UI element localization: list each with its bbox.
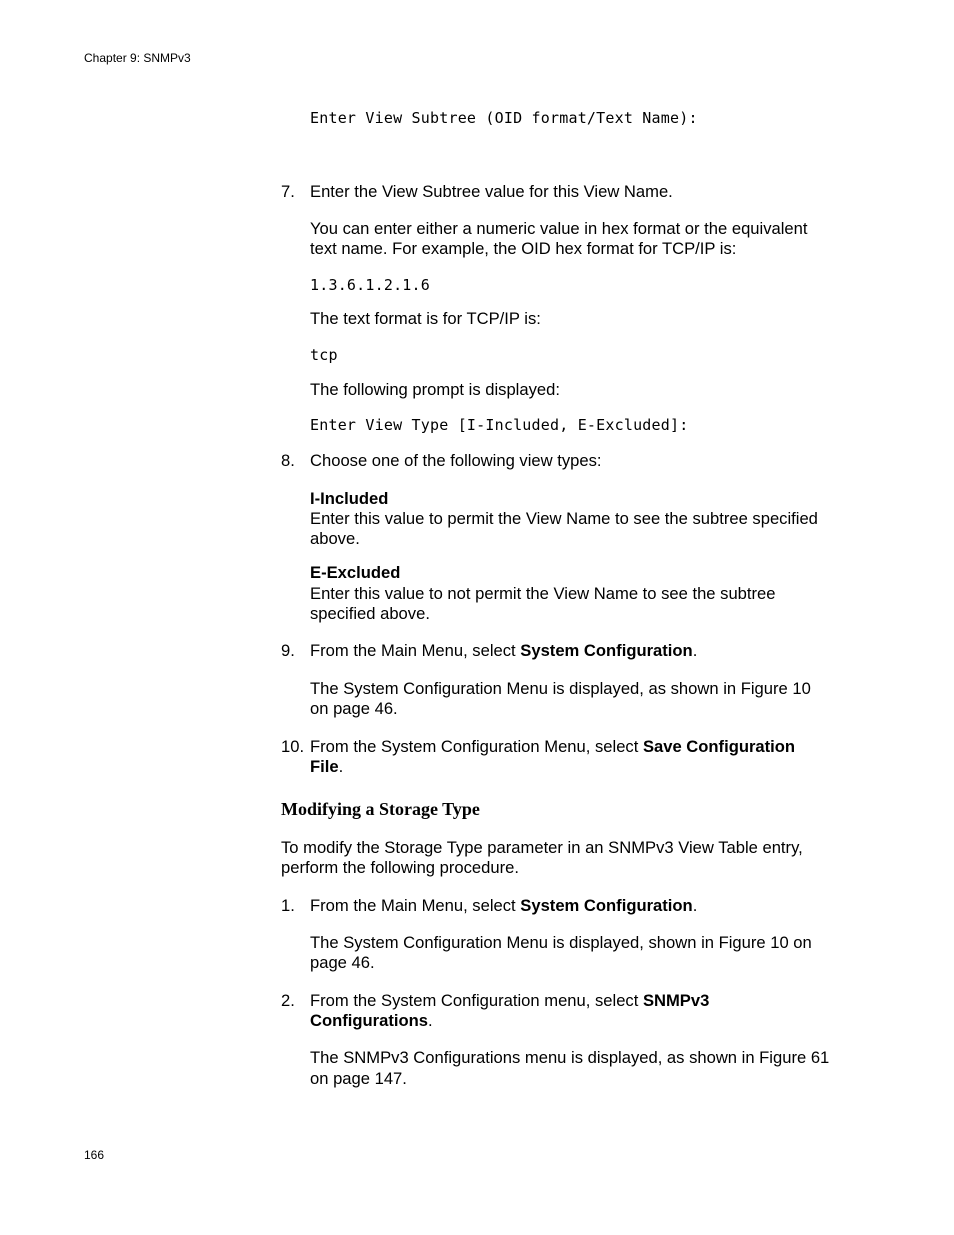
paragraph-line: The System Configuration Menu is displayed, shown in Figure 10 on [310,933,812,952]
step-text: From the System Configuration menu, select SNMPv3 [310,991,710,1010]
step-text: From the Main Menu, select System Configuration. [310,641,698,660]
step-text: File. [310,757,344,776]
definition-term: I-Included [310,489,389,508]
paragraph-line: page 46. [310,953,375,972]
definition-term: E-Excluded [310,563,401,582]
paragraph-line: You can enter either a numeric value in hex format or the equivalent [310,219,808,238]
step-number: 8. [281,451,295,470]
step-number: 7. [281,182,295,201]
page-number: 166 [84,1148,105,1162]
paragraph-line: on page 147. [310,1069,407,1088]
definition-text: above. [310,529,360,548]
code-type-prompt: Enter View Type [I-Included, E-Excluded]: [310,416,689,434]
step-number: 10. [281,737,305,756]
step-text: Enter the View Subtree value for this View Name. [310,182,673,201]
definition-text: specified above. [310,604,430,623]
step-number: 2. [281,991,295,1010]
code-oid-example: 1.3.6.1.2.1.6 [310,276,430,294]
step-text: Choose one of the following view types: [310,451,602,470]
code-subtree-prompt: Enter View Subtree (OID format/Text Name): [310,109,698,127]
step-text: From the System Configuration Menu, select Save Configuration [310,737,796,756]
step-number: 9. [281,641,295,660]
paragraph-line: The text format is for TCP/IP is: [310,309,541,328]
paragraph-line: The System Configuration Menu is displayed, as shown in Figure 10 [310,679,811,698]
definition-text: Enter this value to permit the View Name to see the subtree specified [310,509,818,528]
code-text-example: tcp [310,346,338,364]
paragraph-line: To modify the Storage Type parameter in an SNMPv3 View Table entry, [281,838,803,857]
paragraph-line: on page 46. [310,699,398,718]
running-header: Chapter 9: SNMPv3 [84,51,191,65]
paragraph-line: The SNMPv3 Configurations menu is displayed, as shown in Figure 61 [310,1048,830,1067]
paragraph-line: perform the following procedure. [281,858,519,877]
step-text: Configurations. [310,1011,433,1030]
step-text: From the Main Menu, select System Configuration. [310,896,698,915]
definition-text: Enter this value to not permit the View Name to see the subtree [310,584,776,603]
paragraph-line: The following prompt is displayed: [310,380,560,399]
paragraph-line: text name. For example, the OID hex format for TCP/IP is: [310,239,737,258]
step-number: 1. [281,896,295,915]
section-heading: Modifying a Storage Type [281,799,480,819]
